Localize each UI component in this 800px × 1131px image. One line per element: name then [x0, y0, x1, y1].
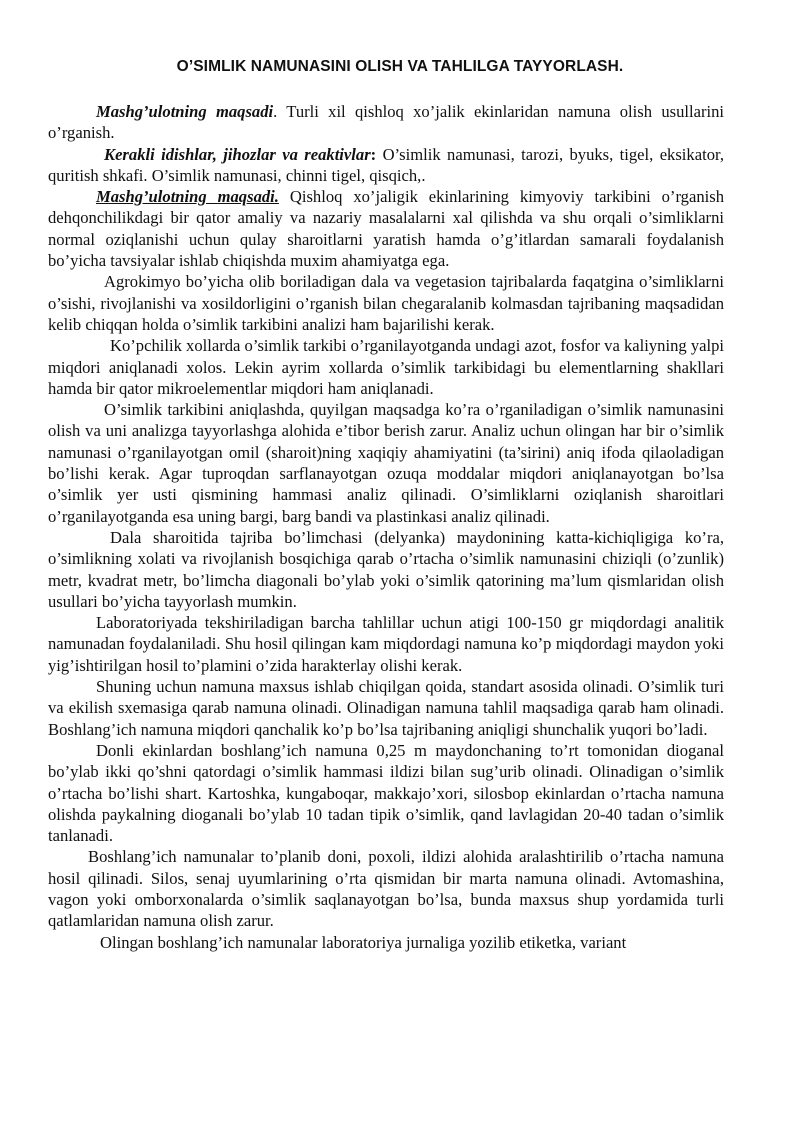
goal-detail-text: Qishloq xo’jaligik ekinlarining kimyoviy tarkibini o’rganish dehqonchilikdagi bir qator amaliy va nazariy masalalarni xal qilishda va shu orqali o’simliklarni normal oziqlanishi uchun qulay sharoitlarni yaratish hamda o’g’itlardan samarali foydalanish bo’yicha tavsiyalar ishlab chiqishda muxim ahamiyatga ega.	[48, 187, 724, 271]
paragraph-elements: Ko’pchilik xollarda o’simlik tarkibi o’rganilayotganda undagi azot, fosfor va kaliyning yalpi miqdori aniqlanadi xolos. Lekin ayrim xollarda o’simlik tarkibidagi bu elementlarning shakllari hamda bir qator mikroelementlar miqdori ham aniqlanadi.	[48, 336, 724, 398]
goal-text: . Turli xil qishloq xo’jalik ekinlaridan namuna olish usullarini o’rganish.	[48, 102, 724, 143]
paragraph-equipment	[48, 144, 724, 187]
paragraph-grain-crops: Donli ekinlardan boshlang’ich namuna 0,25 m maydonchaning to’rt tomonidan dioganal bo’ylab ikki qo’shni qatordagi o’simlik hammasi ildizi bilan sug’urib olinadi. Olinadigan o’simlik o’rtacha bo’lishi shart. Kartoshka, kungaboqar, makkajo’xori, silosbop ekinlardan o’rtacha namuna olishda paykalning dioganali bo’ylab 10 tadan tipik o’simlik, qand lavlagidan 20-40 tadan o’simlik tanlanadi.	[48, 740, 724, 846]
page-title: O’SIMLIK NAMUNASINI OLISH VA TAHLILGA TAYYORLASH.	[176, 58, 624, 75]
goal-label: Mashg’ulotning maqsadi	[96, 102, 274, 121]
paragraph-average-sample: Boshlang’ich namunalar to’planib doni, poxoli, ildizi alohida aralashtirilib o’rtacha namuna hosil qilinadi. Silos, senaj uyumlarining o’rta qismidan bir marta namuna olinadi. Avtomashina, vagon yoki omborxonalarda o’simlik saqlanayotgan bo’lsa, bunda maxsus shup yordamida turli qatlamlaridan namuna olish zarur.	[48, 847, 724, 931]
document-body	[48, 101, 724, 953]
equipment-text: O’simlik namunasi, tarozi, byuks, tigel, eksikator, quritish shkafi. O’simlik namunasi, chinni tigel, qisqich,.	[48, 144, 724, 185]
paragraph-journal: Olingan boshlang’ich namunalar laboratoriya jurnaliga yozilib etiketka, variant	[100, 932, 627, 952]
paragraph-agrochemistry: Agrokimyo bo’yicha olib boriladigan dala va vegetasion tajribalarda faqatgina o’simliklarni o’sishi, rivojlanishi va xosildorligini o’rganish bilan chegaralanib kolmasdan tajribaning maqsadidan kelib chiqqan holda o’simlik tarkibini analizi ham bajarilishi kerak.	[48, 272, 724, 334]
paragraph-sampling-importance: O’simlik tarkibini aniqlashda, quyilgan maqsadga ko’ra o’rganiladigan o’simlik namunasini olish va uni analizga tayyorlashga alohida e’tibor berish zarur. Analiz uchun olingan har bir o’simlik namunasi o’rganilayotgan omil (sharoit)ning xaqiqiy ahamiyatini (ta’sirini) aniq ifoda qilaoladigan bo’lishi kerak. Agar tuproqdan sarflanayotgan ozuqa moddalar miqdori aniqlanayotgan bo’lsa o’simlik yer usti qismining hammasi analiz qilinadi. O’simliklarni oziqlanish sharoitlari o’rganilayotganda esa uning bargi, barg bandi va plastinkasi analiz qilinadi.	[48, 400, 724, 526]
paragraph-laboratory: Laboratoriyada tekshiriladigan barcha tahlillar uchun atigi 100-150 gr miqdordagi analitik namunadan foydalaniladi. Shu hosil qilingan kam miqdordagi namuna ko’p miqdordagi maydon yoki yig’ishtirilgan hosil to’plamini o’zida harakterlay olishi kerak.	[48, 613, 724, 675]
paragraph-field-conditions: Dala sharoitida tajriba bo’limchasi (delyanka) maydonining katta-kichiqligiga ko’ra, o’simlikning xolati va rivojlanish bosqichiga qarab o’rtacha o’simlik namunasini chiziqli (o’zunlik) metr, kvadrat metr, bo’limcha diagonali bo’ylab yoki o’simlik qatorining ma’lum qismlaridan olish usullari bo’yicha tayyorlash mumkin.	[48, 527, 724, 611]
goal-detail-label: Mashg’ulotning maqsadi.	[96, 187, 279, 207]
paragraph-goal-detail	[48, 186, 724, 271]
equipment-colon: :	[370, 144, 377, 164]
paragraph-standard: Shuning uchun namuna maxsus ishlab chiqilgan qoida, standart asosida olinadi. O’simlik turi va ekilish sxemasiga qarab namuna olinadi. Olinadigan namuna tahlil maqsadiga qarab ham olinadi. Boshlang’ich namuna miqdori qanchalik ko’p bo’lsa tajribaning aniqligi shunchalik yuqori bo’ladi.	[48, 677, 724, 739]
equipment-label: Kerakli idishlar, jihozlar va reaktivlar	[104, 144, 371, 164]
paragraph-goal	[48, 101, 724, 144]
